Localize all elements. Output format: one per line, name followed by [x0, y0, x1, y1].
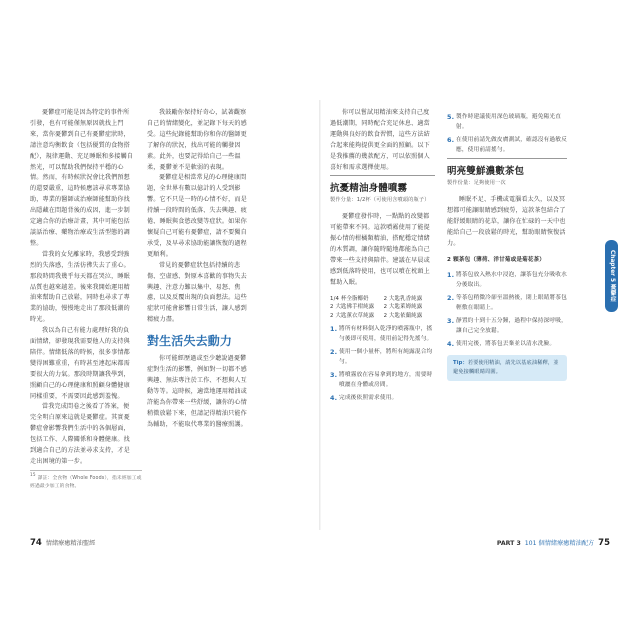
recipe-yield: 製作份量：足夠使用一次	[447, 180, 506, 186]
ingredient-row	[330, 295, 435, 304]
paragraph: 我鼓勵你保持好奇心，試著觀察自己的情緒變化，並記錄下每天的感受。這些紀錄能幫助你和你的醫師更了解你的狀況，找出可能的觸發因素。此外，也要記得給自己一些溫柔，憂鬱並不是軟弱的表現。	[147, 109, 247, 171]
paragraph: 我以為自己有能力處理好我的負面情緒，卻發現我需要他人的支持與陪伴。情緒低落的時候，很多事情都變得困難重重，有時甚至連起床都需要很大的力氣。那段時期讓我學到，照顧自己的心理健康和照顧身體健康同樣重要，不需要因此感到羞愧。	[30, 327, 130, 400]
step: 1. 將茶包放入熱水中浸泡，讓茶包充分吸收水分後取出。	[447, 271, 567, 289]
section-heading: 對生活失去動力	[147, 334, 233, 349]
running-title: 101 個情緒療癒精油配方	[524, 540, 595, 547]
divider	[330, 175, 435, 176]
ingredient: 2 大匙乳香純露	[383, 295, 423, 302]
paragraph: 當我的女兒離家時，我感受到強烈的失落感，生活彷彿失去了重心。那段時間我幾乎每天都在哭泣，睡眠品質也越來越差。後來我開始運用精油來幫助自己放鬆，同時也尋求了專業的協助，慢慢地走出了那段低潮的時光。	[30, 250, 130, 324]
page-number: 75	[598, 538, 610, 548]
right-folio	[497, 538, 610, 548]
recipe-title: 抗憂精油身體噴霧	[330, 183, 408, 195]
tip-text: 若要使用精油，請先以基底油稀釋，並避免接觸眼睛周圍。	[453, 360, 559, 376]
ingredient: 2 大匙依蘭純露	[383, 312, 423, 319]
chapter-tab: Chapter 5 憂鬱症	[605, 240, 618, 312]
paragraph: 憂鬱症可能是因為特定的事件所引發，也有可能僅無原因就找上門來，當你憂鬱到自己有憂鬱症狀時，請注意均衡飲食（包括優質的食物搭配），規律運動、充足睡眠和多接觸自然光，可以幫助我們保持平穩的心情。然而，有時候狀況會比我們預想的還要嚴重，這時候應該尋求專業協助，專業的醫師或治療師能幫助你找出隱藏在問題背後的成因，進一步制定適合你的治療計畫，其中可能包括談話治療、藥物治療或生活型態的調整。	[30, 109, 134, 247]
ingredient-row	[330, 312, 435, 321]
step: 3. 將噴霧放在容易拿到的地方，需要時噴灑在身體或房間。	[330, 371, 433, 389]
ingredient: 1/4 杯全脂椰奶	[330, 295, 369, 302]
ingredient: 2 大匙萊姆純露	[383, 304, 423, 311]
ingredient: 2 大匙佛手柑純露	[330, 304, 375, 311]
step: 6. 在使用前請先做皮膚測試，確認沒有過敏反應，使用前請搖勻。	[447, 136, 567, 153]
left-column-2	[147, 108, 252, 430]
paragraph: 你可以嘗試用精油來支持自己度過低潮期，同時配合充足休息、適當運動與良好的飲食習慣，這些方法結合起來能夠提供更全面的照顧。以下是我推薦的幾款配方，可以依照個人喜好和需求選擇使用。	[330, 109, 430, 171]
step: 4. 完成後依照需求使用。	[330, 394, 398, 403]
step: 3. 靜置約十到十五分鐘，過程中保持深呼吸，讓自己完全放鬆。	[447, 317, 567, 335]
tip-label: Tip：	[453, 360, 468, 367]
step: 2. 使用一個小量杯，將所有純露混合均勻。	[330, 348, 433, 366]
page-number: 74	[30, 538, 42, 548]
right-column-2	[447, 108, 567, 381]
step: 2. 等茶包稍微冷卻至溫熱後，閉上眼睛將茶包輕敷在眼睛上。	[447, 294, 567, 312]
recipe-steps	[447, 270, 567, 349]
left-page	[30, 108, 310, 528]
paragraph: 當我完成問卷之後看了答案，便完全明白原來這就是憂鬱症。其實憂鬱症會影響我們生活中的各個層面，包括工作、人際關係和身體健康。找到適合自己的方法並尋求支持，才是走出困境的第一步。	[30, 403, 130, 465]
footnote-mark: 15	[30, 472, 36, 478]
tip-box	[447, 355, 567, 381]
step: 4. 使用完後，將茶包丟棄並以清水洗臉。	[447, 340, 556, 349]
running-part: PART 3	[496, 540, 521, 547]
divider	[447, 158, 567, 159]
running-title: 情緒療癒精油聖經	[45, 540, 96, 547]
recipe-yield: 製作分量：1/2杯（可使用含噴頭的瓶子）	[330, 197, 430, 204]
left-folio	[30, 538, 95, 548]
ingredient-row	[330, 303, 435, 312]
ingredient: 2 大匙薰衣草純露	[330, 312, 375, 319]
ingredient-heading: 2 顆茶包（薄荷、洋甘菊或是菊花茶）	[447, 257, 546, 264]
paragraph: 睡眠不足、手機或電腦看太久，以及冥想都可能讓眼睛感到疲勞，這款茶包結合了能舒緩眼睛的花草，讓你在忙碌的一天中也能給自己一段放鬆的時光，幫助眼睛恢復活力。	[447, 195, 566, 247]
paragraph: 憂鬱症發作時，一點點的改變都可能帶來不同。這款噴霧使用了能提振心情的柑橘類精油，搭配穩定情緒的木質調，讓你隨時隨地都能為自己帶來一些支持與陪伴。建議在早晨或感到低落時使用，也可以噴在枕頭上幫助入眠。	[330, 213, 430, 286]
book-spine	[319, 100, 321, 530]
step: 5. 製作時建議使用深色玻璃瓶，避免陽光直射。	[447, 113, 562, 130]
right-column-1	[330, 108, 435, 406]
step: 1. 將所有材料倒入乾淨的噴霧瓶中，搖勻後即可使用，使用前記得先搖勻。	[330, 325, 433, 343]
recipe-steps	[330, 324, 435, 403]
left-column-1	[30, 108, 142, 489]
paragraph: 憂鬱症是相當常見的心理健康問題，全世界有數以億計的人受到影響。它不只是一時的心情不好，而是持續一段時間的低落、失去興趣、疲倦、睡眠與食慾改變等症狀。如果你懷疑自己可能有憂鬱症，請不要獨自承受，及早尋求協助能讓恢復的過程更順利。	[147, 174, 247, 258]
right-page	[330, 108, 612, 528]
paragraph: 你可能經歷過或至少聽說過憂鬱症對生活的影響，例如對一切都不感興趣、無法專注於工作、不想與人互動等等。這時候，適當地運用精油或許能為你帶來一些舒緩，讓你的心情稍微放鬆下來，但請記得精油只能作為輔助，不能取代專業的醫療照護。	[147, 355, 247, 428]
paragraph: 常見的憂鬱症狀包括持續的悲傷、空虛感、對原本喜歡的事物失去興趣、注意力難以集中、易怒、焦慮，以及反覆出現的負面想法。這些症狀可能會影響日常生活，讓人感到精疲力盡。	[147, 261, 247, 324]
recipe-steps-continued	[447, 112, 567, 155]
footnote-text: 譯註：全食物（Whole Foods），指未經加工或經過最少加工的食物。	[30, 476, 142, 489]
recipe-title: 明亮雙鮮濃數茶包	[447, 166, 525, 177]
footnote	[30, 470, 142, 490]
